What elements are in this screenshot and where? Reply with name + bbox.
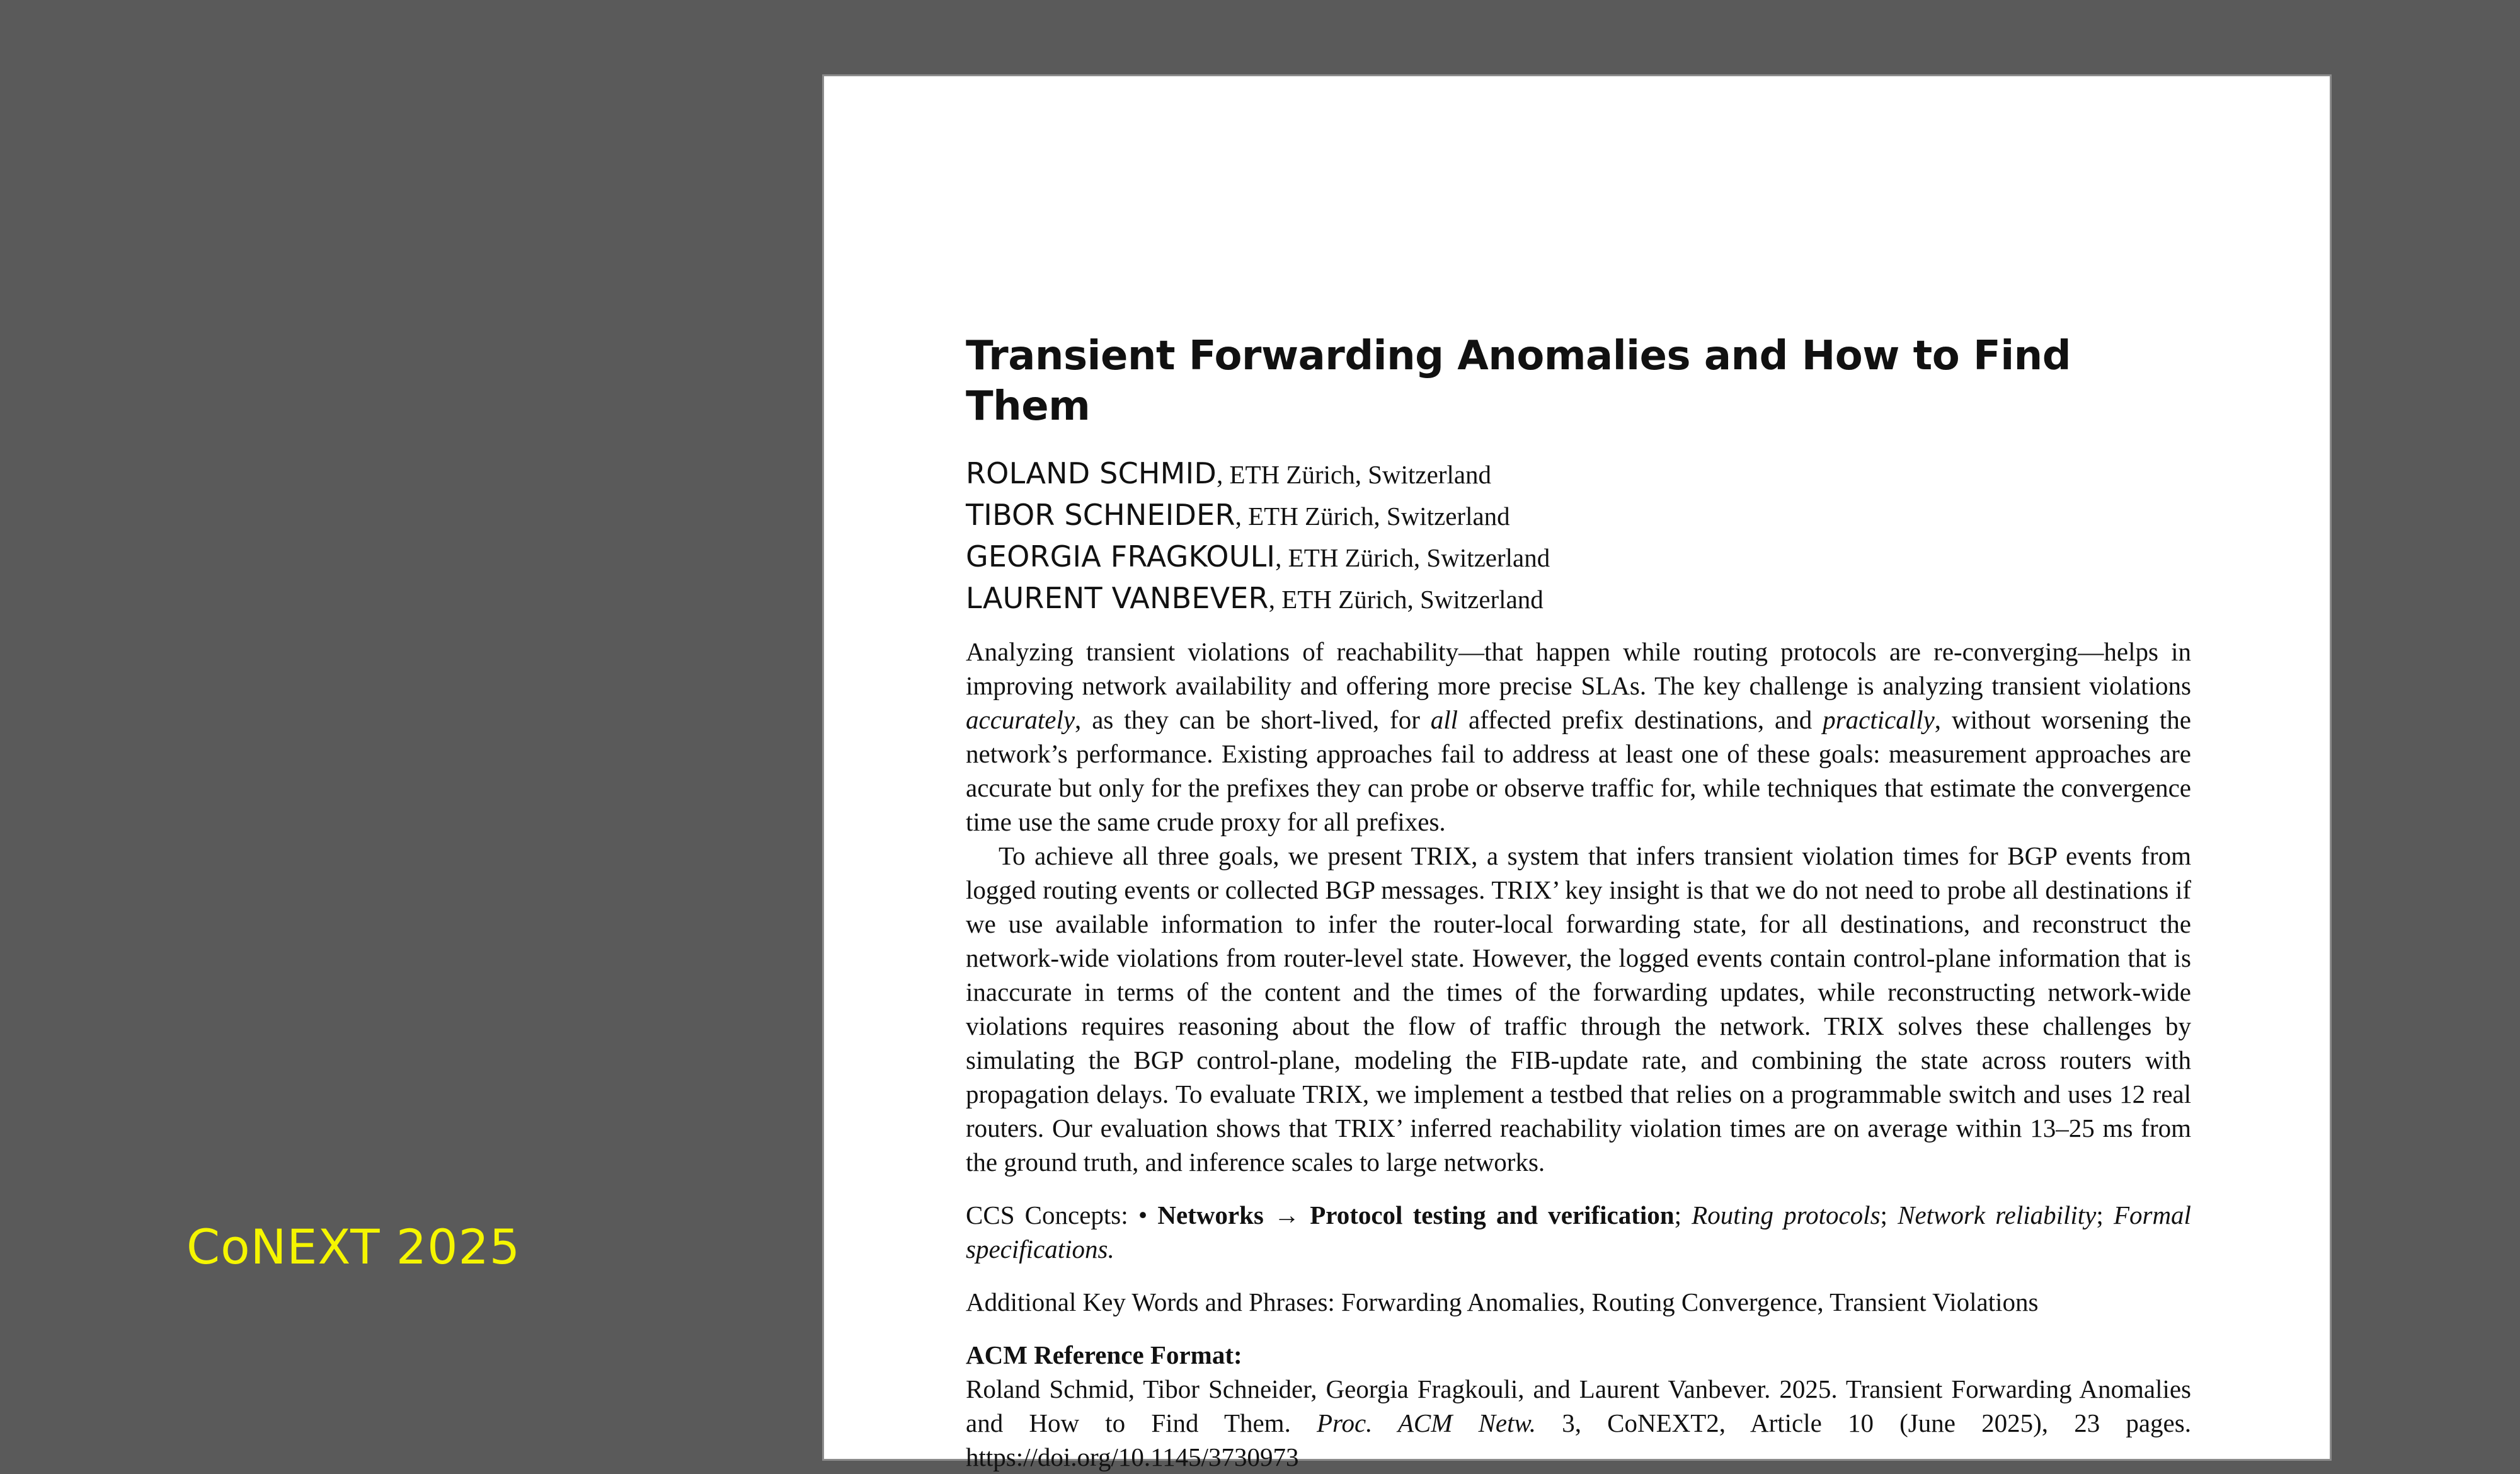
paper-title: Transient Forwarding Anomalies and How to Find Them (966, 333, 2071, 430)
page-content (966, 331, 2191, 1474)
author-name: TIBOR SCHNEIDER (966, 498, 1235, 532)
venue-label: CoNEXT 2025 (186, 1219, 521, 1275)
reference-heading: ACM Reference Format: (966, 1340, 1242, 1369)
author-name: GEORGIA FRAGKOULI (966, 539, 1276, 573)
author-line (966, 495, 2191, 536)
author-affiliation: , ETH Zürich, Switzerland (1268, 585, 1544, 614)
author-affiliation: , ETH Zürich, Switzerland (1275, 543, 1550, 572)
abstract-paragraph: To achieve all three goals, we present TRIX, a system that infers transient violation times for BGP events from logged routing events or collected BGP messages. TRIX’ key insight is that we do not need to probe all destinations if we use available information to infer the router-local forwarding state, for all destinations, and reconstruct the network-wide violations from router-level state. However, the logged events contain control-plane information that is inaccurate in terms of the content and the times of the forwarding updates, while reconstructing network-wide violations requires reasoning about the flow of traffic through the network. TRIX solves these challenges by simulating the BGP control-plane, modeling the FIB-update rate, and combining the state across routers with propagation delays. To evaluate TRIX, we implement a testbed that relies on a programmable switch and uses 12 real routers. Our evaluation shows that TRIX’ inferred reachability violation times are on average within 13–25 ms from the ground truth, and inference scales to large networks. (966, 841, 2191, 1177)
author-line (966, 453, 2191, 495)
author-affiliation: , ETH Zürich, Switzerland (1216, 460, 1492, 489)
author-line (966, 578, 2191, 619)
ccs-concepts: CCS Concepts: • Networks → Protocol testing and verification; Routing protocols; Network reliability; Formal specifications. (966, 1201, 2191, 1264)
document-page (822, 74, 2332, 1471)
author-name: LAURENT VANBEVER (966, 581, 1269, 615)
abstract-paragraph: Analyzing transient violations of reachability—that happen while routing protocols are re-converging—helps in improving network availability and offering more precise SLAs. The key challenge is analyzing transient violations accurately, as they can be short-lived, for all affected prefix destinations, and practically, without worsening the network’s performance. Existing approaches fail to address at least one of these goals: measurement approaches are accurate but only for the prefixes they can probe or observe traffic for, while techniques that estimate the convergence time use the same crude proxy for all prefixes. (966, 637, 2191, 836)
author-list (966, 453, 2191, 619)
author-affiliation: , ETH Zürich, Switzerland (1235, 502, 1510, 531)
abstract (966, 635, 2191, 1179)
author-name: ROLAND SCHMID (966, 456, 1217, 490)
author-line (966, 536, 2191, 578)
keywords: Additional Key Words and Phrases: Forwarding Anomalies, Routing Convergence, Transient Violations (966, 1287, 2039, 1316)
reference-text: Roland Schmid, Tibor Schneider, Georgia Fragkouli, and Laurent Vanbever. 2025. Transient Forwarding Anomalies and How to Find Them. Proc. ACM Netw. 3, CoNEXT2, Article 10 (June 2025), 23 pages. https://doi.org/10.1145/3730973 (966, 1374, 2191, 1471)
